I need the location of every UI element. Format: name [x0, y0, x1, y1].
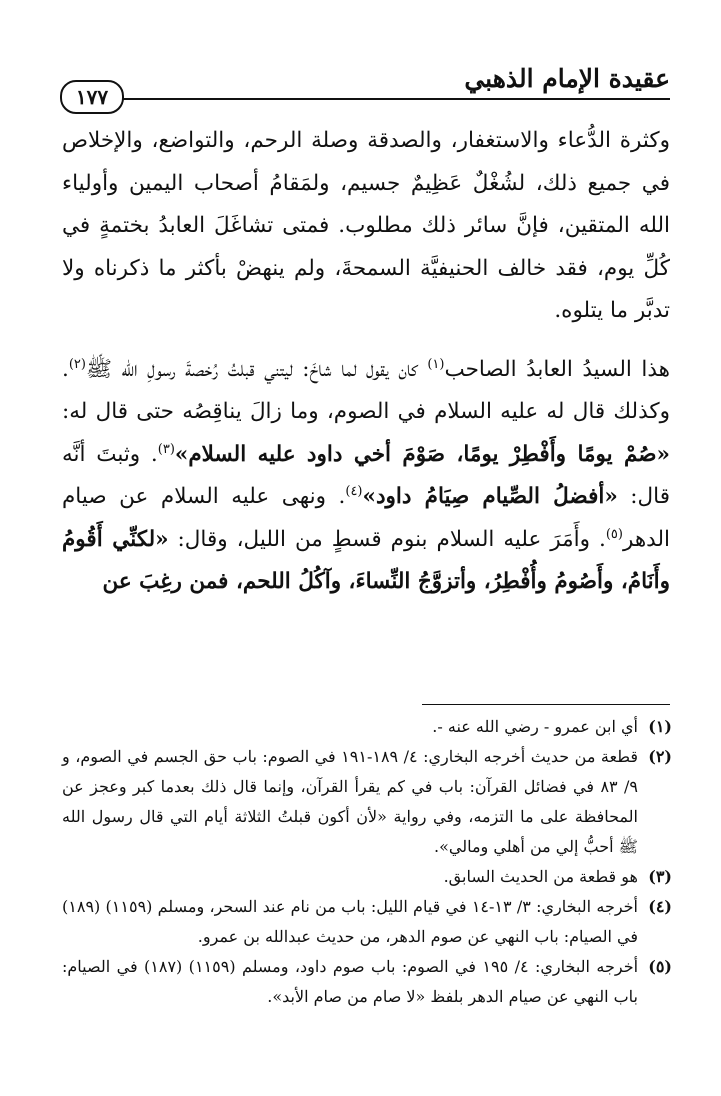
footnote-separator: [422, 704, 670, 705]
footnote-number: (١): [648, 717, 672, 736]
footnote-4: [62, 892, 672, 952]
footnote-number: (٥): [648, 957, 672, 976]
footnote-text: أي ابن عمرو - رضي الله عنه -.: [432, 717, 638, 736]
text-run: . وأَمَرَ عليه السلام بنوم قسطٍ من الليل، وقال:: [168, 526, 606, 552]
text-run: . وكذلك قال له عليه السلام في الصوم، وما زالَ يناقِصُه حتى قال له:: [62, 356, 670, 424]
text-run: . ونهى عليه السلام عن صيام الدهر: [62, 484, 670, 552]
footnote-ref-1[interactable]: (١): [427, 356, 445, 372]
hadith-quote-1: «صُمْ يومًا وأَفْطِرْ يومًا، صَوْمَ أخي داود عليه السلام»: [174, 441, 670, 467]
paragraph-2: [62, 349, 670, 604]
footnote-text: أخرجه البخاري: ٤/ ١٩٥ في الصوم: باب صوم داود، ومسلم (١١٥٩) (١٨٧) في الصيام: باب النهي عن صيام الدهر بلفظ «لا صام من صام الأبد».: [62, 957, 639, 1006]
footnote-3: [62, 862, 672, 892]
footnote-number: (٣): [648, 867, 672, 886]
footnote-number: (٤): [648, 897, 672, 916]
footnote-ref-4[interactable]: (٤): [345, 483, 363, 499]
hadith-quote-2: «أفضلُ الصِّيام صِيَامُ داود»: [362, 484, 618, 509]
paragraph-1: وكثرة الدُّعاء والاستغفار، والصدقة وصلة الرحم، والتواضع، والإخلاص في جميع ذلك، لشُغْلٌ عَظِيمٌ جسيم، ولمَقامُ أصحاب اليمين وأولياء الله المتقين، فإنَّ سائر ذلك مطلوب. فمتى تشاغَلَ العابدُ بختمةٍ في كُلِّ يوم، فقد خالف الحنيفيَّة السمحةَ، ولم ينهضْ بأكثر ما ذكرناه ولا تدبَّر ما يتلوه.: [62, 128, 670, 323]
footnote-ref-2[interactable]: (٢): [68, 356, 86, 372]
hadith-quote-3: «لكنِّي أَقُومُ وأَنَامُ، وأَصُومُ وأُفْطِرُ، وأتزوَّجُ النِّساءَ، وآكُلُ اللحم، فمن رغِبَ عن: [62, 526, 670, 594]
footnote-5: [62, 952, 672, 1012]
header-rule: [118, 98, 670, 100]
running-header: [60, 58, 670, 109]
footnote-number: (٢): [648, 747, 672, 766]
footnote-text: قطعة من حديث أخرجه البخاري: ٤/ ١٨٩-١٩١ في الصوم: باب حق الجسم في الصوم، و ٩/ ٨٣ في فضائل القرآن: باب في كم يقرأ القرآن، وإنما قال ذلك بعدما كبر وعجز عن المحافظة على ما التزمه، وفي رواية «لأن أكون قبلتُ الثلاثة أيام التي قال رسول الله ﷺ أحبُّ إلي من أهلي ومالي».: [62, 747, 638, 856]
footnote-text: هو قطعة من الحديث السابق.: [443, 867, 638, 886]
footnote-text: أخرجه البخاري: ٣/ ١٣-١٤ في قيام الليل: باب من نام عند السحر، ومسلم (١١٥٩) (١٨٩) في الصيام: باب النهي عن صوم الدهر، من حديث عبدالله بن عمرو.: [62, 897, 638, 946]
footnote-2: [62, 742, 672, 862]
footnote-1: [62, 712, 672, 742]
text-run: . وثبتَ أنَّه قال:: [62, 441, 671, 509]
main-text: [62, 120, 670, 604]
page-number: ١٧٧: [60, 80, 124, 114]
book-title: عقيدة الإمام الذهبي: [464, 64, 670, 93]
text-run: كان يقول لما شاخَ: ليتني قبلتُ رُخصةَ رسولِ الله ﷺ: [85, 356, 428, 382]
footnote-ref-3[interactable]: (٣): [157, 441, 175, 457]
footnotes: [62, 712, 672, 1012]
footnote-ref-5[interactable]: (٥): [605, 526, 623, 542]
text-run: هذا السيدُ العابدُ الصاحب: [444, 356, 670, 382]
